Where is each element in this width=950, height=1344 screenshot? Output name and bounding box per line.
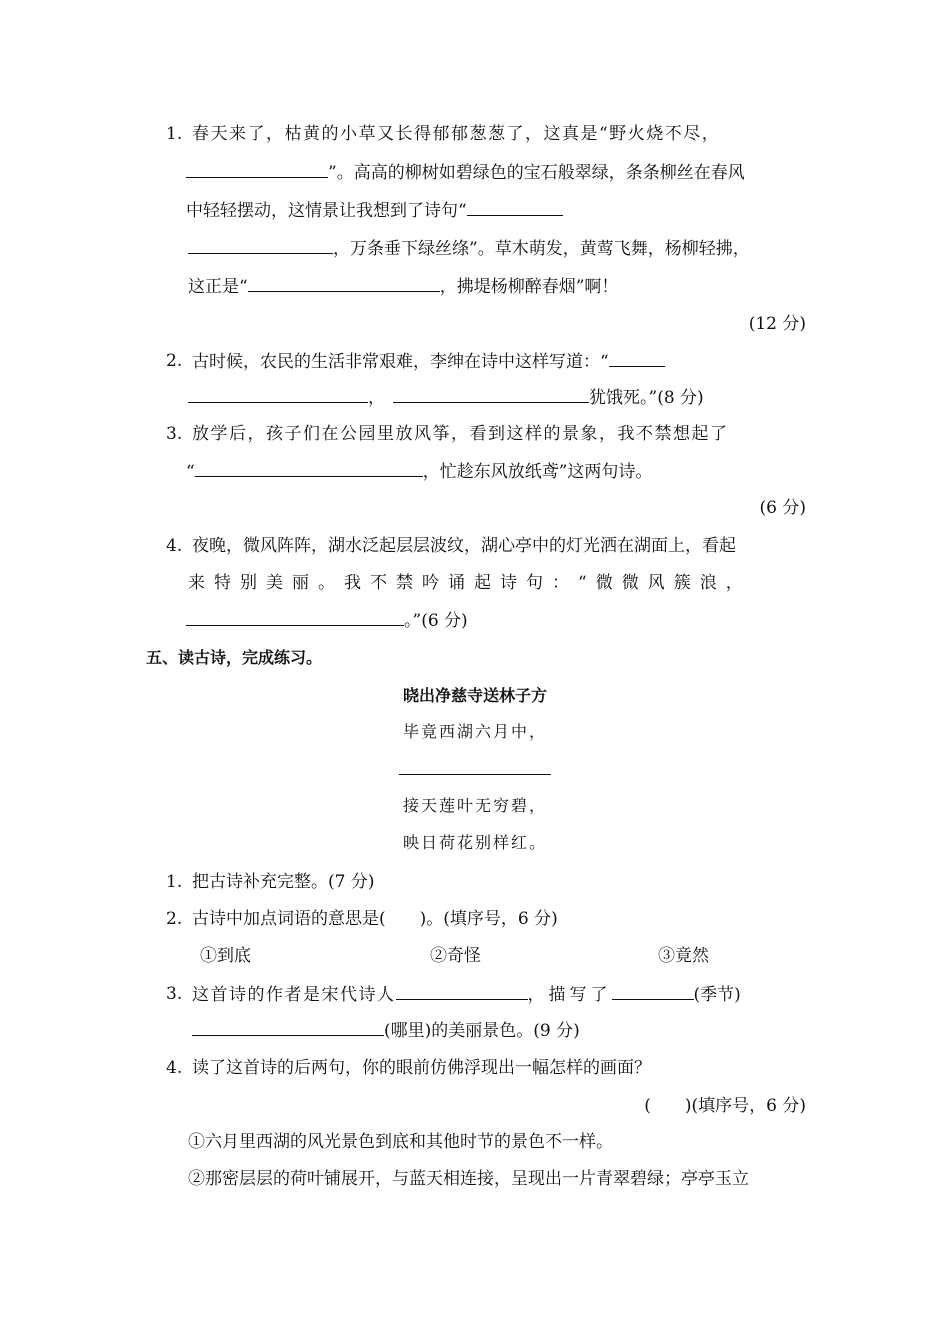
q-number: 1. — [166, 872, 183, 892]
answer-blank[interactable] — [195, 460, 423, 477]
q-number: 2. — [166, 909, 183, 929]
question-text — [186, 460, 652, 483]
question-text: 放学后，孩子们在公园里放风筝，看到这样的景象，我不禁想起了 — [192, 424, 729, 444]
question-text — [188, 386, 704, 409]
question-text — [188, 237, 750, 260]
question-text — [188, 275, 618, 298]
option: ①到底 — [200, 946, 251, 966]
text-segment: 犹饿死。”(8 分) — [589, 388, 704, 408]
text-segment: ， — [368, 388, 385, 408]
text-segment: “ — [186, 462, 195, 482]
text-segment: (季节) — [693, 985, 741, 1005]
option: ②奇怪 — [430, 946, 481, 966]
text-segment: ，描写了 — [527, 985, 612, 1005]
answer-blank[interactable] — [399, 758, 551, 775]
text-segment: 这正是“ — [188, 277, 248, 297]
answer-blank[interactable] — [609, 350, 665, 367]
question-text — [192, 1019, 580, 1042]
question-text — [186, 609, 468, 632]
question-text: 读了这首诗的后两句，你的眼前仿佛浮现出一幅怎样的画面？ — [192, 1058, 651, 1078]
text-segment: 古时候，农民的生活非常艰难，李绅在诗中这样写道：“ — [192, 352, 609, 372]
answer-blank[interactable] — [188, 237, 333, 254]
answer-blank[interactable] — [188, 386, 368, 403]
q-number: 1. — [166, 124, 183, 144]
option: ②那密层层的荷叶铺展开，与蓝天相连接，呈现出一片青翠碧绿；亭亭玉立 — [188, 1169, 749, 1189]
answer-blank[interactable] — [612, 983, 694, 1000]
q-number: 2. — [166, 351, 183, 371]
question-text — [186, 199, 563, 222]
option: ③竟然 — [658, 946, 709, 966]
text-segment: 中轻轻摆动，这情景让我想到了诗句“ — [186, 201, 467, 221]
question-text — [192, 983, 741, 1006]
q-number: 3. — [166, 424, 183, 444]
text-segment: ，拂堤杨柳醉春烟”啊！ — [439, 277, 619, 297]
question-text: 夜晚，微风阵阵，湖水泛起层层波纹，湖心亭中的灯光洒在湖面上，看起 — [192, 536, 736, 556]
text-segment: ，忙趁东风放纸鸢”这两句诗。 — [422, 462, 653, 482]
question-text: 把古诗补充完整。(7 分) — [192, 872, 375, 892]
question-text: 古诗中加点词语的意思是( )。(填序号，6 分) — [192, 909, 558, 929]
text-segment: ”。高高的柳树如碧绿色的宝石般翠绿，条条柳丝在春风 — [328, 163, 745, 183]
q-number: 4. — [166, 536, 183, 556]
poem-title: 晓出净慈寺送林子方 — [402, 686, 547, 705]
poem-line: 接天莲叶无穷碧， — [402, 796, 547, 815]
answer-bracket[interactable]: ( )(填序号，6 分) — [644, 1096, 806, 1116]
text-segment: ，万条垂下绿丝绦”。草木萌发，黄莺飞舞，杨柳轻拂， — [333, 239, 750, 259]
q-number: 3. — [166, 984, 183, 1004]
answer-blank[interactable] — [396, 983, 528, 1000]
poem-line: 映日荷花别样红。 — [402, 833, 547, 852]
answer-blank[interactable] — [393, 386, 589, 403]
answer-blank[interactable] — [186, 609, 404, 626]
option: ①六月里西湖的风光景色到底和其他时节的景色不一样。 — [188, 1132, 613, 1152]
score: (6 分) — [759, 498, 806, 518]
section-heading: 五、读古诗，完成练习。 — [146, 648, 323, 667]
question-text: 来特别美丽。我不禁吟诵起诗句：“微微风簇浪， — [188, 573, 752, 593]
answer-blank[interactable] — [186, 161, 328, 178]
text-segment: (哪里)的美丽景色。(9 分) — [384, 1021, 580, 1041]
score: (12 分) — [748, 314, 806, 334]
answer-blank[interactable] — [192, 1019, 384, 1036]
q-number: 4. — [166, 1058, 183, 1078]
question-text — [192, 350, 665, 373]
question-text: 春天来了，枯黄的小草又长得郁郁葱葱了，这真是“野火烧不尽， — [192, 124, 721, 144]
poem-line: 毕竟西湖六月中， — [402, 722, 547, 741]
poem-line-blank — [0, 758, 950, 781]
text-segment: 。”(6 分) — [404, 611, 468, 631]
question-text — [186, 161, 745, 184]
answer-blank[interactable] — [248, 275, 440, 292]
answer-blank[interactable] — [467, 199, 563, 216]
text-segment: 这首诗的作者是宋代诗人 — [192, 985, 396, 1005]
